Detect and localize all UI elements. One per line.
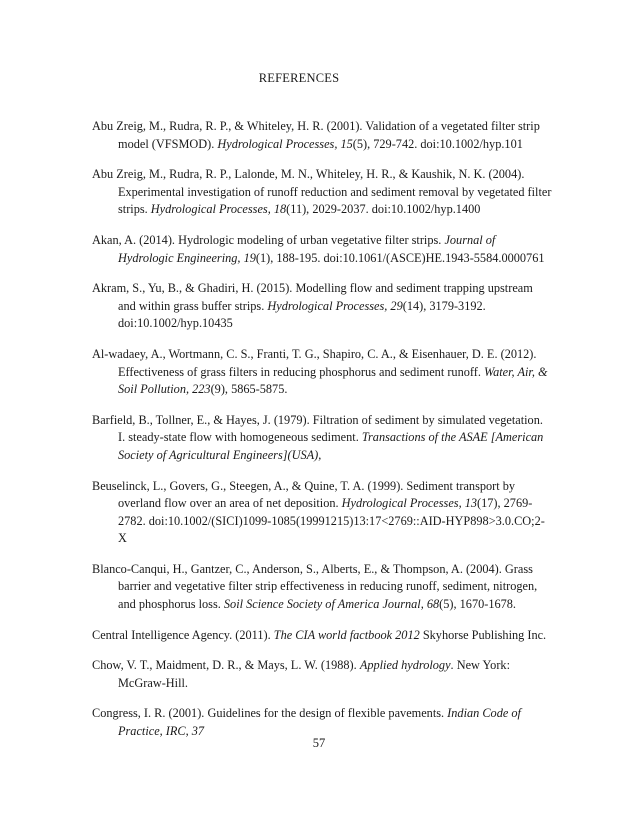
- reference-italic-segment: Water, Air, & Soil Pollution, 223: [118, 364, 548, 397]
- reference-italic-segment: Hydrological Processes, 13: [341, 496, 478, 511]
- reference-entry: [92, 280, 552, 333]
- reference-segment: Blanco-Canqui, H., Gantzer, C., Anderson, S., Alberts, E., & Thompson, A. (2004). Grass barrier and vegetative filter strip effectiveness in reducing runoff, sediment, nitrogen, and phosphorus loss.: [92, 561, 538, 612]
- references-heading: REFERENCES: [258, 71, 340, 85]
- reference-segment: (5), 1670-1678.: [439, 597, 516, 612]
- reference-italic-segment: Transactions of the ASAE [American Society of Agricultural Engineers](USA),: [118, 430, 544, 462]
- reference-segment: Beuselinck, L., Govers, G., Steegen, A., & Quine, T. A. (1999). Sediment transport by overland flow over an area of net deposition.: [92, 478, 516, 511]
- reference-segment: (14), 3179-3192. doi:10.1002/hyp.10435: [118, 298, 486, 331]
- reference-italic-segment: Hydrological Processes, 18: [150, 202, 287, 217]
- reference-segment: Central Intelligence Agency. (2011).: [92, 627, 274, 642]
- reference-entry: [92, 627, 552, 645]
- reference-entry: [92, 346, 552, 399]
- reference-segment: (17), 2769-2782. doi:10.1002/(SICI)1099-1085(19991215)13:17<2769::AID-HYP898>3.0.CO;2-X: [118, 496, 545, 546]
- reference-segment: Al-wadaey, A., Wortmann, C. S., Franti, T. G., Shapiro, C. A., & Eisenhauer, D. E. (2012). Effectiveness of grass filters in reducing phosphorus and sediment runoff.: [92, 346, 537, 379]
- reference-italic-segment: Applied hydrology: [359, 658, 451, 673]
- reference-segment: Akram, S., Yu, B., & Ghadiri, H. (2015). Modelling flow and sediment trapping upstream and within grass buffer strips.: [92, 281, 533, 313]
- reference-segment: (1), 188-195. doi:10.1061/(ASCE)HE.1943-5584.0000761: [255, 250, 545, 265]
- reference-segment: (11), 2029-2037. doi:10.1002/hyp.1400: [286, 202, 481, 217]
- reference-segment: Chow, V. T., Maidment, D. R., & Mays, L. W. (1988).: [92, 658, 360, 673]
- reference-segment: Abu Zreig, M., Rudra, R. P., Lalonde, M. N., Whiteley, H. R., & Kaushik, N. K. (2004). Experimental investigation of runoff reduction and sediment removal by vegetated filter strips.: [92, 167, 552, 217]
- reference-list: [92, 118, 552, 754]
- reference-segment: Abu Zreig, M., Rudra, R. P., & Whiteley, H. R. (2001). Validation of a vegetated filter strip model (VFSMOD).: [92, 119, 540, 151]
- reference-segment: . New York: McGraw-Hill.: [118, 658, 510, 690]
- reference-segment: Akan, A. (2014). Hydrologic modeling of urban vegetative filter strips.: [92, 232, 445, 247]
- reference-segment: (5), 729-742. doi:10.1002/hyp.101: [352, 136, 523, 151]
- reference-entry: [92, 118, 552, 153]
- reference-entry: [92, 657, 552, 692]
- reference-segment: (9), 5865-5875.: [210, 382, 288, 397]
- reference-italic-segment: Indian Code of Practice, IRC, 37: [118, 706, 521, 739]
- reference-segment: Congress, I. R. (2001). Guidelines for the design of flexible pavements.: [92, 706, 448, 721]
- reference-entry: [92, 412, 552, 465]
- reference-italic-segment: Hydrological Processes, 29: [267, 298, 403, 313]
- reference-italic-segment: Soil Science Society of America Journal, 68: [223, 597, 440, 612]
- reference-entry: [92, 478, 552, 548]
- reference-entry: [92, 232, 552, 267]
- reference-italic-segment: The CIA world factbook 2012: [273, 627, 420, 642]
- reference-entry: [92, 166, 552, 219]
- page-number: 57: [312, 736, 326, 750]
- reference-segment: Skyhorse Publishing Inc.: [419, 627, 547, 642]
- reference-segment: Barfield, B., Tollner, E., & Hayes, J. (1979). Filtration of sediment by simulated vegetation. I. steady-state flow with homogeneous sediment.: [92, 412, 543, 445]
- reference-italic-segment: Hydrological Processes, 15: [217, 136, 353, 151]
- reference-italic-segment: Journal of Hydrologic Engineering, 19: [118, 232, 496, 265]
- reference-entry: [92, 561, 552, 614]
